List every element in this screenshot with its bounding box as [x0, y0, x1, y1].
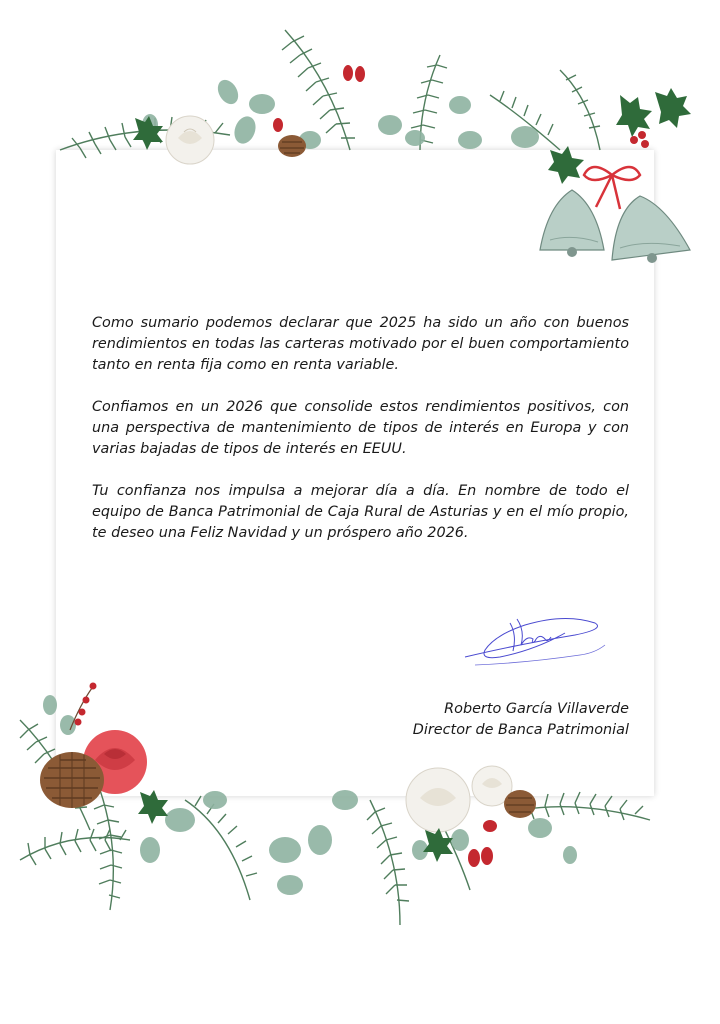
red-berries-top — [273, 65, 649, 148]
handwritten-signature — [455, 605, 615, 675]
red-berries-bottom — [468, 820, 497, 867]
signer-role: Director de Banca Patrimonial — [412, 722, 629, 738]
eucalyptus-leaves-top — [142, 76, 539, 149]
paragraph-greeting: Tu confianza nos impulsa a mejorar día a día. En nombre de todo el equipo de Banca Patrimonial de Caja Rural de Asturias y en el mío propio, te deseo una Feliz Navidad y un próspero año 2026. — [92, 483, 629, 541]
paragraph-summary: Como sumario podemos declarar que 2025 ha sido un año con buenos rendimientos en todas las carteras motivado por el buen comportamiento tanto en renta fija como en renta variable. — [92, 315, 629, 373]
paragraph-outlook: Confiamos en un 2026 que consolide estos rendimientos positivos, con una perspectiva de mantenimiento de tipos de interés en Europa y con varias bajadas de tipos de interés en EEUU. — [92, 399, 629, 457]
holly-leaves-bottom — [138, 790, 453, 862]
letter-body — [92, 313, 629, 565]
pine-branches-top — [60, 30, 600, 158]
signer-block — [413, 699, 629, 741]
signer-name: Roberto García Villaverde — [444, 701, 629, 717]
